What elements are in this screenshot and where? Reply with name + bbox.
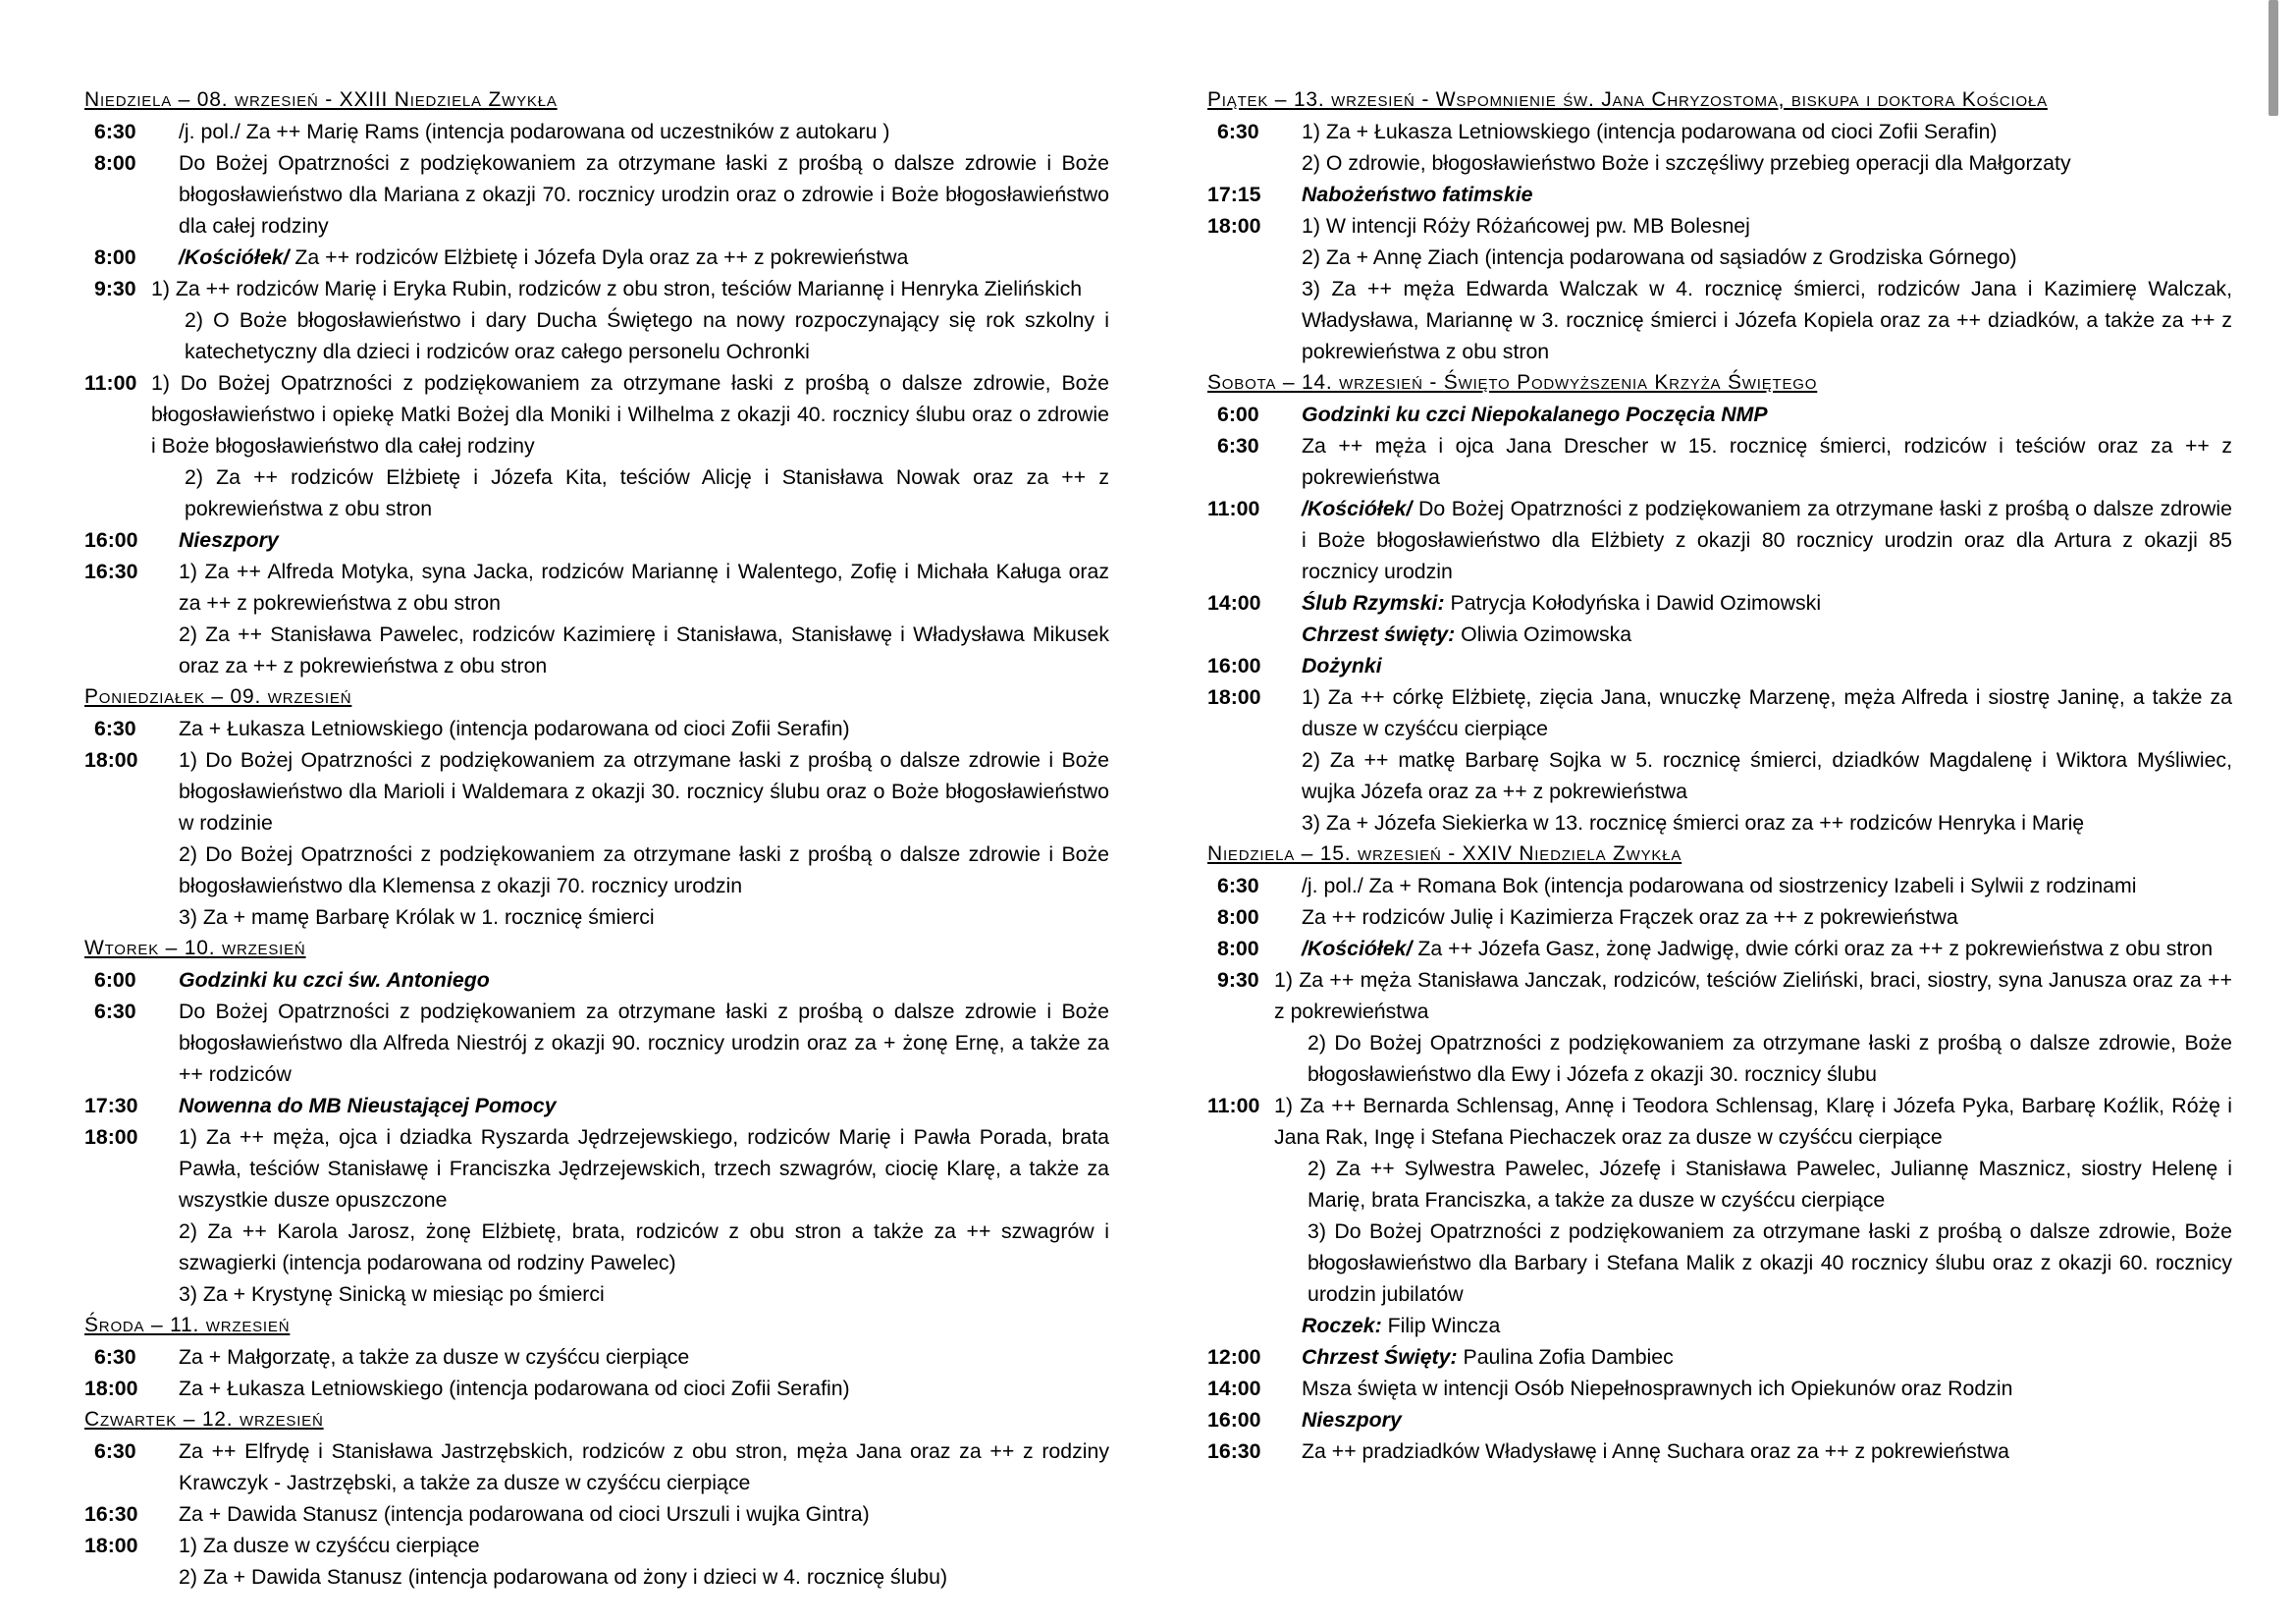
mass-entry	[1207, 179, 2232, 210]
intention-body: Paulina Zofia Dambiec	[1457, 1345, 1674, 1369]
intention-text	[1302, 493, 2232, 587]
intention-text	[179, 1216, 1109, 1278]
intention-body: Za ++ rodziców Elżbietę i Józefa Dyla oraz za ++ z pokrewieństwa	[289, 245, 909, 269]
intention-label: Chrzest święty:	[1302, 623, 1456, 646]
intention-text	[151, 304, 1109, 367]
mass-entry	[84, 1530, 1109, 1593]
intention-body: 2) Za ++ rodziców Elżbietę i Józefa Kita, teściów Alicję i Stanisława Nowak oraz za ++ z pokrewieństwa z obu stron	[185, 465, 1109, 520]
mass-intentions	[179, 1435, 1109, 1498]
mass-time: 6:00	[94, 968, 136, 992]
intention-body: 1) Za ++ rodziców Marię i Eryka Rubin, rodziców z obu stron, teściów Mariannę i Henryka Zielińskich	[151, 277, 1083, 300]
intention-body: Za + Dawida Stanusz (intencja podarowana od cioci Urszuli i wujka Gintra)	[179, 1502, 870, 1526]
intention-body: 2) Do Bożej Opatrzności z podziękowaniem za otrzymane łaski z prośbą o dalsze zdrowie, Boże błogosławieństwo dla Ewy i Józefa z okazji 30. rocznicy ślubu	[1308, 1031, 2232, 1086]
mass-entry	[84, 1373, 1109, 1404]
mass-time: 16:30	[84, 560, 138, 583]
mass-intentions	[179, 524, 1109, 556]
intention-text	[1302, 901, 2232, 933]
intention-text	[1302, 619, 2232, 650]
intention-body: 1) Za ++ Alfreda Motyka, syna Jacka, rodziców Mariannę i Walentego, Zofię i Michała Kaługa oraz za ++ z pokrewieństwa z obu stron	[179, 560, 1109, 615]
day-heading: Czwartek – 12. wrzesień	[84, 1408, 324, 1431]
mass-time: 18:00	[84, 1125, 138, 1149]
mass-time: 12:00	[1207, 1345, 1261, 1369]
intention-body: 2) Za ++ Sylwestra Pawelec, Józefę i Stanisława Pawelec, Juliannę Masznicz, siostry Helenę i Marię, brata Franciszka, a także za dusze w czyśćcu cierpiące	[1308, 1157, 2232, 1212]
intention-body: 2) O Boże błogosławieństwo i dary Ducha Świętego na nowy rozpoczynający się rok szkolny i katechetyczny dla dzieci i rodziców oraz całego personelu Ochronki	[185, 308, 1109, 363]
intention-text	[1302, 933, 2232, 964]
intention-body: 1) Za ++ Bernarda Schlensag, Annę i Teodora Schlensag, Klarę i Józefa Pyka, Barbarę Koźlik, Różę i Jana Rak, Ingę i Stefana Piechaczek oraz za dusze w czyśćcu cierpiące	[1274, 1094, 2232, 1149]
mass-time: 11:00	[1207, 1094, 1260, 1117]
mass-entry	[84, 147, 1109, 242]
intention-text	[179, 1498, 1109, 1530]
intention-text	[1302, 1341, 2232, 1373]
intention-body: Oliwia Ozimowska	[1455, 623, 1632, 646]
intention-text	[1274, 1090, 2232, 1153]
mass-intentions	[1302, 399, 2232, 430]
mass-entry	[1207, 1373, 2232, 1404]
intention-text	[179, 964, 1109, 996]
mass-intentions	[1302, 1373, 2232, 1404]
intention-text	[179, 901, 1109, 933]
intention-body: 1) Za + Łukasza Letniowskiego (intencja podarowana od cioci Zofii Serafin)	[1302, 120, 1998, 143]
mass-time: 6:30	[1217, 874, 1259, 897]
mass-time: 14:00	[1207, 1377, 1261, 1400]
mass-time: 8:00	[94, 151, 136, 175]
intention-text	[179, 619, 1109, 681]
intention-body: Patrycja Kołodyńska i Dawid Ozimowski	[1444, 591, 1822, 615]
intention-text	[1302, 116, 2232, 147]
intention-label: Ślub Rzymski:	[1302, 591, 1445, 615]
intention-text	[1274, 1310, 2232, 1341]
mass-intentions	[1274, 1090, 2232, 1341]
mass-entry	[84, 1090, 1109, 1121]
mass-time: 17:30	[84, 1094, 138, 1117]
mass-intentions	[179, 242, 1109, 273]
intention-body: Za + Łukasza Letniowskiego (intencja podarowana od cioci Zofii Serafin)	[179, 717, 850, 740]
mass-intentions	[1302, 1435, 2232, 1467]
mass-time: 16:30	[84, 1502, 138, 1526]
intention-text	[151, 461, 1109, 524]
mass-entry	[1207, 587, 2232, 650]
mass-intentions	[1302, 179, 2232, 210]
intention-label: Nieszpory	[179, 528, 279, 552]
intention-text	[179, 556, 1109, 619]
mass-entry	[1207, 870, 2232, 901]
intention-body: 1) Do Bożej Opatrzności z podziękowaniem za otrzymane łaski z prośbą o dalsze zdrowie i Boże błogosławieństwo dla Marioli i Waldemara z okazji 30. rocznicy ślubu oraz o Boże błogosławieństwo w rodzinie	[179, 748, 1109, 835]
intention-body: 1) W intencji Róży Różańcowej pw. MB Bolesnej	[1302, 214, 1750, 238]
mass-entry	[84, 1121, 1109, 1310]
mass-entry	[1207, 1341, 2232, 1373]
intention-body: 3) Do Bożej Opatrzności z podziękowaniem za otrzymane łaski z prośbą o dalsze zdrowie, Boże błogosławieństwo dla Barbary i Stefana Malik z okazji 40 rocznicy ślubu oraz z okazji 60. rocznicy urodzin jubilatów	[1308, 1219, 2232, 1306]
mass-intentions	[1302, 587, 2232, 650]
mass-entry	[84, 116, 1109, 147]
mass-intentions	[1274, 964, 2232, 1090]
mass-entry	[1207, 933, 2232, 964]
intention-label: Nieszpory	[1302, 1408, 1402, 1432]
mass-entry	[1207, 210, 2232, 367]
intention-text	[1302, 650, 2232, 681]
intention-body: 3) Za ++ męża Edwarda Walczak w 4. rocznicę śmierci, rodziców Jana i Kazimierę Walczak, Władysława, Mariannę w 3. rocznicę śmierci i Józefa Kopiela oraz za ++ dziadków, a także za ++ z pokrewieństwa z obu stron	[1302, 277, 2232, 363]
mass-entry	[1207, 650, 2232, 681]
mass-time: 18:00	[1207, 214, 1261, 238]
mass-entry	[84, 713, 1109, 744]
intention-text	[179, 1435, 1109, 1498]
mass-time: 6:30	[94, 120, 136, 143]
mass-time: 6:30	[94, 717, 136, 740]
intention-text	[179, 713, 1109, 744]
intention-text	[1302, 273, 2232, 367]
intention-label: Nowenna do MB Nieustającej Pomocy	[179, 1094, 557, 1117]
mass-intentions	[179, 1121, 1109, 1310]
mass-time: 6:30	[94, 1439, 136, 1463]
mass-time: 9:30	[94, 277, 136, 300]
intention-text	[179, 1373, 1109, 1404]
mass-time: 17:15	[1207, 183, 1261, 206]
intention-body: Msza święta w intencji Osób Niepełnosprawnych ich Opiekunów oraz Rodzin	[1302, 1377, 2013, 1400]
mass-intentions	[179, 744, 1109, 933]
intention-text	[1274, 964, 2232, 1027]
mass-entry	[84, 996, 1109, 1090]
mass-entry	[84, 1341, 1109, 1373]
day-heading: Sobota – 14. wrzesień - Święto Podwyższenia Krzyża Świętego	[1207, 371, 1818, 394]
intention-label: /Kościółek/	[1302, 497, 1413, 520]
mass-time: 16:00	[1207, 1408, 1261, 1432]
mass-intentions	[179, 556, 1109, 681]
mass-intentions	[151, 367, 1109, 524]
intention-text	[1302, 1404, 2232, 1435]
intention-body: /j. pol./ Za ++ Marię Rams (intencja podarowana od uczestników z autokaru )	[179, 120, 890, 143]
day-heading: Piątek – 13. wrzesień - Wspomnienie św. Jana Chryzostoma, biskupa i doktora Kościoła	[1207, 88, 2048, 111]
intention-body: 1) Do Bożej Opatrzności z podziękowaniem za otrzymane łaski z prośbą o dalsze zdrowie, Boże błogosławieństwo i opiekę Matki Bożej dla Moniki i Wilhelma z okazji 40. rocznicy ślubu oraz o zdrowie i Boże błogosławieństwo dla całej rodziny	[151, 371, 1109, 458]
mass-intentions	[1302, 1341, 2232, 1373]
intention-text	[1302, 1435, 2232, 1467]
intention-text	[1302, 681, 2232, 744]
mass-time: 16:00	[84, 528, 138, 552]
mass-intentions	[1302, 681, 2232, 839]
mass-time: 8:00	[94, 245, 136, 269]
mass-time: 16:30	[1207, 1439, 1261, 1463]
intention-text	[179, 1530, 1109, 1561]
mass-entry	[84, 1498, 1109, 1530]
day-heading: Wtorek – 10. wrzesień	[84, 937, 306, 959]
mass-time: 6:30	[1217, 434, 1259, 458]
mass-entry	[1207, 901, 2232, 933]
intention-body: 3) Za + Józefa Siekierka w 13. rocznicę śmierci oraz za ++ rodziców Henryka i Marię	[1302, 811, 2085, 835]
intention-body: 2) Za + Dawida Stanusz (intencja podarowana od żony i dzieci w 4. rocznicę ślubu)	[179, 1565, 948, 1589]
mass-entry	[1207, 1404, 2232, 1435]
intention-body: Za ++ rodziców Julię i Kazimierza Frączek oraz za ++ z pokrewieństwa	[1302, 905, 1958, 929]
mass-time: 8:00	[1217, 937, 1259, 960]
mass-intentions	[179, 996, 1109, 1090]
mass-time: 6:00	[1217, 403, 1259, 426]
mass-entry	[84, 367, 1109, 524]
intention-body: Za ++ męża i ojca Jana Drescher w 15. rocznicę śmierci, rodziców i teściów oraz za ++ z pokrewieństwa	[1302, 434, 2232, 489]
intention-label: Dożynki	[1302, 654, 1382, 677]
mass-time: 6:30	[94, 1345, 136, 1369]
intention-text	[179, 242, 1109, 273]
intention-text	[151, 273, 1109, 304]
mass-intentions	[1302, 901, 2232, 933]
intention-label: /Kościółek/	[1302, 937, 1413, 960]
mass-time: 8:00	[1217, 905, 1259, 929]
mass-entry	[1207, 399, 2232, 430]
mass-intentions	[179, 1090, 1109, 1121]
day-heading: Niedziela – 15. wrzesień - XXIV Niedziela Zwykła	[1207, 842, 1682, 865]
mass-intentions	[1302, 430, 2232, 493]
intention-body: 2) O zdrowie, błogosławieństwo Boże i szczęśliwy przebieg operacji dla Małgorzaty	[1302, 151, 2071, 175]
mass-intentions	[1302, 650, 2232, 681]
mass-intentions	[1302, 933, 2232, 964]
mass-time: 18:00	[84, 748, 138, 772]
intention-body: Za ++ pradziadków Władysławę i Annę Suchara oraz za ++ z pokrewieństwa	[1302, 1439, 2009, 1463]
intention-text	[1274, 1027, 2232, 1090]
mass-time: 16:00	[1207, 654, 1261, 677]
mass-intentions	[1302, 870, 2232, 901]
day-heading: Środa – 11. wrzesień	[84, 1314, 291, 1336]
intention-text	[179, 839, 1109, 901]
intention-body: Do Bożej Opatrzności z podziękowaniem za otrzymane łaski z prośbą o dalsze zdrowie i Boże błogosławieństwo dla Mariana z okazji 70. rocznicy urodzin oraz o zdrowie i Boże błogosławieństwo dla całej rodziny	[179, 151, 1109, 238]
intention-body: 1) Za dusze w czyśćcu cierpiące	[179, 1534, 480, 1557]
mass-entry	[1207, 493, 2232, 587]
intention-text	[1274, 1216, 2232, 1310]
intention-body: Za + Małgorzatę, a także za dusze w czyśćcu cierpiące	[179, 1345, 690, 1369]
mass-time: 6:30	[94, 1000, 136, 1023]
mass-time: 18:00	[1207, 685, 1261, 709]
mass-entry	[1207, 116, 2232, 179]
intention-label: Nabożeństwo fatimskie	[1302, 183, 1533, 206]
intention-body: Do Bożej Opatrzności z podziękowaniem za otrzymane łaski z prośbą o dalsze zdrowie i Boże błogosławieństwo dla Elżbiety z okazji 80 rocznicy urodzin oraz dla Artura z okazji 85 rocznicy urodzin	[1302, 497, 2232, 583]
intention-label: Roczek:	[1302, 1314, 1382, 1337]
intention-text	[179, 1121, 1109, 1216]
mass-time: 9:30	[1217, 968, 1259, 992]
intention-body: /j. pol./ Za + Romana Bok (intencja podarowana od siostrzenicy Izabeli i Sylwii z rodzinami	[1302, 874, 2137, 897]
mass-intentions	[1302, 493, 2232, 587]
intention-text	[179, 1278, 1109, 1310]
mass-entry	[84, 556, 1109, 681]
intention-body: 2) Za ++ Karola Jarosz, żonę Elżbietę, brata, rodziców z obu stron a także za ++ szwagrów i szwagierki (intencja podarowana od rodziny Pawelec)	[179, 1219, 1109, 1274]
mass-entry	[84, 273, 1109, 367]
intention-text	[179, 996, 1109, 1090]
mass-time: 14:00	[1207, 591, 1261, 615]
intention-body: Za ++ Elfrydę i Stanisława Jastrzębskich, rodziców z obu stron, męża Jana oraz za ++ z rodziny Krawczyk - Jastrzębski, a także za dusze w czyśćcu cierpiące	[179, 1439, 1109, 1494]
mass-intentions	[179, 713, 1109, 744]
mass-entry	[84, 524, 1109, 556]
intention-text	[1302, 870, 2232, 901]
intention-text	[1274, 1153, 2232, 1216]
intention-text	[1302, 807, 2232, 839]
intention-text	[1302, 179, 2232, 210]
intention-body: Do Bożej Opatrzności z podziękowaniem za otrzymane łaski z prośbą o dalsze zdrowie i Boże błogosławieństwo dla Alfreda Niestrój z okazji 90. rocznicy urodzin oraz za + żonę Ernę, a także za ++ rodziców	[179, 1000, 1109, 1086]
intention-text	[1302, 147, 2232, 179]
intention-text	[179, 1090, 1109, 1121]
intention-text	[1302, 242, 2232, 273]
intention-label: Godzinki ku czci św. Antoniego	[179, 968, 490, 992]
mass-entry	[1207, 964, 2232, 1090]
mass-intentions	[179, 1341, 1109, 1373]
mass-time: 6:30	[1217, 120, 1259, 143]
mass-intentions	[1302, 116, 2232, 179]
intention-text	[1302, 210, 2232, 242]
mass-intentions	[179, 964, 1109, 996]
mass-entry	[84, 744, 1109, 933]
mass-entry	[84, 964, 1109, 996]
intention-body: Filip Wincza	[1381, 1314, 1501, 1337]
intention-text	[179, 147, 1109, 242]
intention-text	[1302, 587, 2232, 619]
intention-text	[151, 367, 1109, 461]
intention-text	[179, 1561, 1109, 1593]
mass-intentions	[179, 1498, 1109, 1530]
right-column	[1207, 84, 2232, 1467]
mass-intentions	[179, 116, 1109, 147]
mass-time: 11:00	[1207, 497, 1260, 520]
mass-entry	[84, 242, 1109, 273]
mass-entry	[1207, 430, 2232, 493]
intention-body: 2) Do Bożej Opatrzności z podziękowaniem za otrzymane łaski z prośbą o dalsze zdrowie i Boże błogosławieństwo dla Klemensa z okazji 70. rocznicy urodzin	[179, 842, 1109, 897]
mass-intentions	[151, 273, 1109, 367]
intention-body: 2) Za + Annę Ziach (intencja podarowana od sąsiadów z Grodziska Górnego)	[1302, 245, 2017, 269]
intention-body: 1) Za ++ męża, ojca i dziadka Ryszarda Jędrzejewskiego, rodziców Marię i Pawła Porada, brata Pawła, teściów Stanisławę i Franciszka Jędrzejewskich, trzech szwagrów, ciocię Klarę, a także za wszystkie dusze opuszczone	[179, 1125, 1109, 1212]
intention-body: 3) Za + mamę Barbarę Królak w 1. rocznicę śmierci	[179, 905, 655, 929]
intention-text	[179, 524, 1109, 556]
intention-label: /Kościółek/	[179, 245, 290, 269]
intention-body: 2) Za ++ matkę Barbarę Sojka w 5. rocznicę śmierci, dziadków Magdalenę i Wiktora Myśliwiec, wujka Józefa oraz za ++ z pokrewieństwa	[1302, 748, 2232, 803]
mass-entry	[1207, 1090, 2232, 1341]
day-heading: Poniedziałek – 09. wrzesień	[84, 685, 352, 708]
mass-intentions	[179, 147, 1109, 242]
intention-body: 3) Za + Krystynę Sinicką w miesiąc po śmierci	[179, 1282, 605, 1306]
mass-time: 18:00	[84, 1534, 138, 1557]
intention-label: Chrzest Święty:	[1302, 1345, 1458, 1369]
mass-entry	[1207, 1435, 2232, 1467]
intention-text	[179, 744, 1109, 839]
mass-time: 18:00	[84, 1377, 138, 1400]
intention-body: 2) Za ++ Stanisława Pawelec, rodziców Kazimierę i Stanisława, Stanisławę i Władysława Mikusek oraz za ++ z pokrewieństwa z obu stron	[179, 623, 1109, 677]
mass-time: 11:00	[84, 371, 137, 395]
mass-intentions	[1302, 1404, 2232, 1435]
intention-text	[1302, 430, 2232, 493]
intention-text	[1302, 399, 2232, 430]
intention-text	[1302, 744, 2232, 807]
scrollbar-thumb[interactable]	[2269, 0, 2278, 116]
intention-body: Za ++ Józefa Gasz, żonę Jadwigę, dwie córki oraz za ++ z pokrewieństwa z obu stron	[1412, 937, 2214, 960]
mass-intentions	[179, 1373, 1109, 1404]
intention-text	[179, 1341, 1109, 1373]
intention-body: Za + Łukasza Letniowskiego (intencja podarowana od cioci Zofii Serafin)	[179, 1377, 850, 1400]
left-column	[84, 84, 1109, 1593]
intention-text	[1302, 1373, 2232, 1404]
mass-entry	[1207, 681, 2232, 839]
intention-label: Godzinki ku czci Niepokalanego Poczęcia NMP	[1302, 403, 1768, 426]
day-heading: Niedziela – 08. wrzesień - XXIII Niedziela Zwykła	[84, 88, 558, 111]
mass-intentions	[1302, 210, 2232, 367]
intention-text	[179, 116, 1109, 147]
mass-entry	[84, 1435, 1109, 1498]
mass-intentions	[179, 1530, 1109, 1593]
intention-body: 1) Za ++ córkę Elżbietę, zięcia Jana, wnuczkę Marzenę, męża Alfreda i siostrę Janinę, a także za dusze w czyśćcu cierpiące	[1302, 685, 2232, 740]
intention-body: 1) Za ++ męża Stanisława Janczak, rodziców, teściów Zieliński, braci, siostry, syna Janusza oraz za ++ z pokrewieństwa	[1274, 968, 2232, 1023]
